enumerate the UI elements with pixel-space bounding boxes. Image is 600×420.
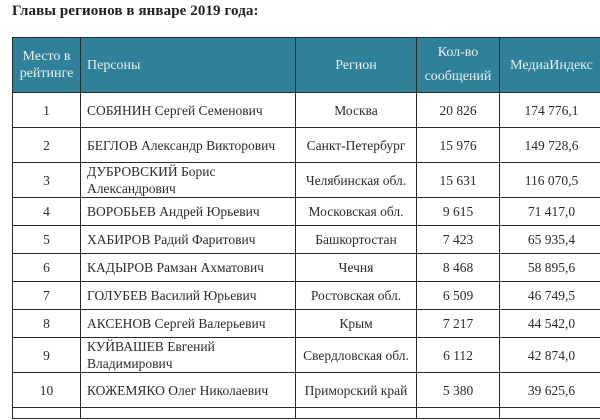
rank-cell: 10: [13, 373, 81, 408]
header-messages: Кол-во сообщений: [417, 38, 500, 93]
table-row: [13, 128, 600, 163]
person-cell: СОБЯНИН Сергей Семенович: [81, 93, 296, 128]
table-row: [13, 282, 600, 310]
rank-cell: 1: [13, 93, 81, 128]
empty-cell: [296, 408, 417, 419]
region-cell: Москва: [296, 93, 417, 128]
rank-cell: 3: [13, 163, 81, 198]
empty-cell: [81, 408, 296, 419]
empty-cell: [500, 408, 600, 419]
person-cell: КОЖЕМЯКО Олег Николаевич: [81, 373, 296, 408]
media-index-cell: 46 749,5: [500, 282, 600, 310]
table-row: [13, 254, 600, 282]
person-cell: ГОЛУБЕВ Василий Юрьевич: [81, 282, 296, 310]
table-row: [13, 93, 600, 128]
media-index-cell: 58 895,6: [500, 254, 600, 282]
region-cell: Башкортостан: [296, 226, 417, 254]
media-index-cell: 39 625,6: [500, 373, 600, 408]
region-cell: Московская обл.: [296, 198, 417, 226]
messages-cell: 20 826: [417, 93, 500, 128]
person-cell: ВОРОБЬЕВ Андрей Юрьевич: [81, 198, 296, 226]
person-cell: КАДЫРОВ Рамзан Ахматович: [81, 254, 296, 282]
region-cell: Крым: [296, 310, 417, 338]
rank-cell: 9: [13, 338, 81, 373]
rank-cell: 6: [13, 254, 81, 282]
media-index-cell: 174 776,1: [500, 93, 600, 128]
person-cell: КУЙВАШЕВ Евгений Владимирович: [81, 338, 296, 373]
person-cell: ДУБРОВСКИЙ Борис Александрович: [81, 163, 296, 198]
header-media-index: МедиаИндекс: [500, 38, 600, 93]
rank-cell: 2: [13, 128, 81, 163]
media-index-cell: 42 874,0: [500, 338, 600, 373]
table-row: [13, 373, 600, 408]
messages-cell: 15 976: [417, 128, 500, 163]
table-row: [13, 338, 600, 373]
person-cell: ХАБИРОВ Радий Фаритович: [81, 226, 296, 254]
person-cell: БЕГЛОВ Александр Викторович: [81, 128, 296, 163]
empty-cell: [13, 408, 81, 419]
messages-cell: 9 615: [417, 198, 500, 226]
region-cell: Челябинская обл.: [296, 163, 417, 198]
messages-cell: 7 423: [417, 226, 500, 254]
messages-cell: 8 468: [417, 254, 500, 282]
region-cell: Санкт-Петербург: [296, 128, 417, 163]
region-cell: Свердловская обл.: [296, 338, 417, 373]
table-row: [13, 310, 600, 338]
governors-ranking-table: [12, 37, 600, 419]
header-region: Регион: [296, 38, 417, 93]
table-row: [13, 163, 600, 198]
media-index-cell: 65 935,4: [500, 226, 600, 254]
messages-cell: 15 631: [417, 163, 500, 198]
rank-cell: 8: [13, 310, 81, 338]
person-cell: АКСЕНОВ Сергей Валерьевич: [81, 310, 296, 338]
media-index-cell: 44 542,0: [500, 310, 600, 338]
empty-cell: [417, 408, 500, 419]
region-cell: Ростовская обл.: [296, 282, 417, 310]
rank-cell: 5: [13, 226, 81, 254]
messages-cell: 6 112: [417, 338, 500, 373]
rank-cell: 7: [13, 282, 81, 310]
media-index-cell: 71 417,0: [500, 198, 600, 226]
region-cell: Чечня: [296, 254, 417, 282]
page-title: Главы регионов в январе 2019 года:: [12, 3, 259, 19]
table-header-row: [13, 38, 600, 93]
media-index-cell: 149 728,6: [500, 128, 600, 163]
table-row: [13, 226, 600, 254]
messages-cell: 7 217: [417, 310, 500, 338]
header-person: Персоны: [81, 38, 296, 93]
messages-cell: 6 509: [417, 282, 500, 310]
messages-cell: 5 380: [417, 373, 500, 408]
table-row-partial: [13, 408, 600, 419]
header-rank: Место в рейтинге: [13, 38, 81, 93]
table-row: [13, 198, 600, 226]
media-index-cell: 116 070,5: [500, 163, 600, 198]
region-cell: Приморский край: [296, 373, 417, 408]
rank-cell: 4: [13, 198, 81, 226]
